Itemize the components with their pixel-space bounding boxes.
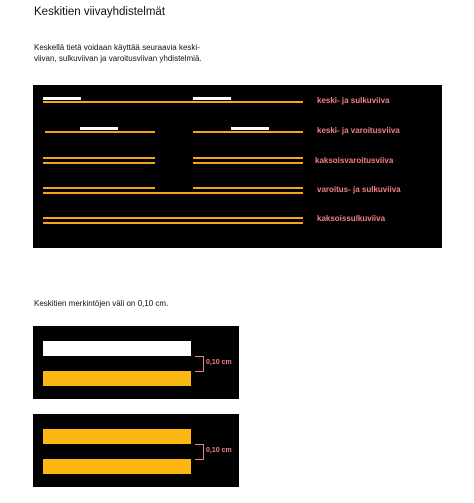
- solid-line: [43, 101, 303, 103]
- warning-line-segment: [45, 131, 155, 133]
- warning-line-segment: [43, 157, 155, 159]
- combo-label: keski- ja varoitusviiva: [317, 126, 400, 135]
- center-dash: [80, 127, 118, 130]
- page-title: Keskitien viivayhdistelmät: [34, 6, 166, 18]
- spacing-detail-panel-2: [33, 414, 239, 487]
- solid-line: [43, 192, 303, 194]
- combo-label: varoitus- ja sulkuviiva: [317, 185, 401, 194]
- dimension-bracket: [195, 356, 204, 372]
- combo-label: kaksoissulkuviiva: [317, 214, 386, 223]
- solid-line: [43, 222, 303, 224]
- combo-label: kaksoisvaroitusviiva: [315, 156, 394, 165]
- yellow-line-sample: [43, 371, 191, 386]
- combo-label: keski- ja sulkuviiva: [317, 96, 390, 105]
- center-dash: [43, 97, 81, 100]
- dimension-bracket: [195, 444, 204, 460]
- warning-line-segment: [193, 157, 303, 159]
- warning-line-segment: [193, 131, 303, 133]
- white-line-sample: [43, 341, 191, 356]
- yellow-line-sample: [43, 459, 191, 474]
- intro-text: [34, 42, 264, 64]
- dimension-label: 0,10 cm: [206, 359, 232, 366]
- dimension-label: 0,10 cm: [206, 447, 232, 454]
- intro-line-1: Keskellä tietä voidaan käyttää seuraavia keski-: [34, 43, 200, 52]
- combinations-panel: [33, 85, 442, 248]
- yellow-line-sample: [43, 429, 191, 444]
- center-dash: [193, 97, 231, 100]
- spacing-note: Keskitien merkintöjen väli on 0,10 cm.: [34, 299, 169, 308]
- warning-line-segment: [43, 162, 155, 164]
- warning-line-segment: [193, 162, 303, 164]
- solid-line: [43, 217, 303, 219]
- warning-line-segment: [193, 187, 303, 189]
- intro-line-2: viivan, sulkuviivan ja varoitusviivan yhdistelmiä.: [34, 54, 202, 63]
- center-dash: [231, 127, 269, 130]
- spacing-detail-panel-1: [33, 326, 239, 399]
- warning-line-segment: [43, 187, 155, 189]
